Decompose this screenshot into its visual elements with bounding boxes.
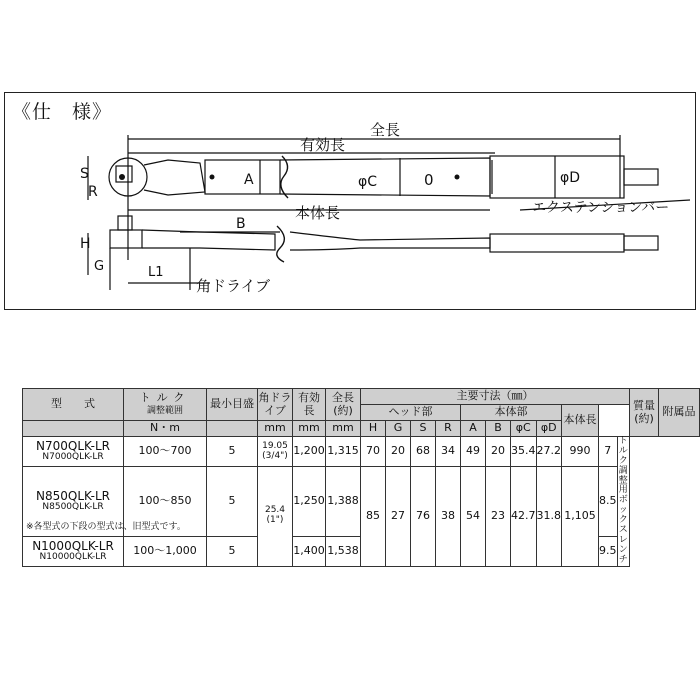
th-model-unit (23, 421, 124, 437)
label-S: S (80, 166, 89, 182)
label-R: R (88, 184, 98, 200)
th-body: 本体部 (461, 405, 562, 421)
th-yuko: 有効長 (293, 389, 326, 421)
label-hontaicho: 本体長 (295, 204, 341, 222)
th-torque-unit: N・m (124, 421, 207, 437)
label-B: B (236, 216, 246, 232)
wrench-diagram (0, 0, 700, 320)
label-D: φD (560, 170, 581, 186)
label-L1: L1 (148, 265, 164, 280)
spec-title: 《仕 様》 (12, 101, 113, 123)
th-min: 最小目盛 (207, 389, 258, 421)
table-row: N700QLK-LR N7000QLK-LR 100～700 5 19.05 (3/4") 1,200 1,315 70 20 68 34 49 20 35.4 27.2 990 7 トルク調整用ボックスレンチ (23, 437, 700, 467)
th-model: 型 式 (23, 389, 124, 421)
table-row: N850QLK-LR N8500QLK-LR 100～850 5 25.4 (1") 1,250 1,388 85 27 76 38 54 23 42.7 31.8 1,105 8.5 (23, 467, 700, 537)
head-neck (144, 160, 205, 195)
label-G: G (94, 259, 105, 274)
th-drive: 角ドライブ (258, 389, 293, 421)
th-zen: 全長(約) (326, 389, 361, 421)
label-extension: エクステンションバー (532, 200, 670, 216)
th-acc: 附属品 (659, 389, 700, 437)
th-mass: 質量(約) (630, 389, 659, 437)
spec-table: 型 式 トルク 調整範囲 最小目盛 角ドライブ 有効長 全長(約) 主要寸法（㎜） 質量(約) 附属品 ヘッド部 本体部 本体長 N・m mm mm mm H G S R A B φC φD N700QLK-LR N7000QLK-LR 100～700 5 19.05 (3/4") 1,200 1,315 70 20 68 34 49 20 35.4 27.2 990 7 トルク調整用ボックスレンチ N850QLK-LR N8500QLK-LR 100～850 5 25.4 (1") 1,250 1,388 85 27 76 38 54 23 42.7 31.8 1,105 8.5 N1000QLK-LR N10000QLK-LR 100～1,000 5 1,400 1,538 9.5 (22, 388, 700, 567)
accessory-cell: トルク調整用ボックスレンチ (618, 436, 628, 565)
label-yukocho: 有効長 (300, 136, 346, 154)
label-C: φC (358, 174, 378, 190)
label-A: A (244, 172, 254, 188)
square-drive-top (116, 166, 132, 182)
label-H: H (80, 236, 91, 252)
footnote: ※各型式の下段の型式は、旧型式です。 (26, 522, 186, 532)
label-zencho: 全長 (370, 121, 401, 139)
th-hontai: 本体長 (562, 405, 599, 437)
th-dims: 主要寸法（㎜） (361, 389, 630, 405)
th-torque: トルク 調整範囲 (124, 389, 207, 421)
th-head: ヘッド部 (361, 405, 461, 421)
table-row: N1000QLK-LR N10000QLK-LR 100～1,000 5 1,400 1,538 9.5 (23, 536, 700, 566)
label-zero: 0 (424, 171, 434, 189)
side-head (110, 230, 142, 248)
label-drive: 角ドライブ (196, 277, 271, 295)
